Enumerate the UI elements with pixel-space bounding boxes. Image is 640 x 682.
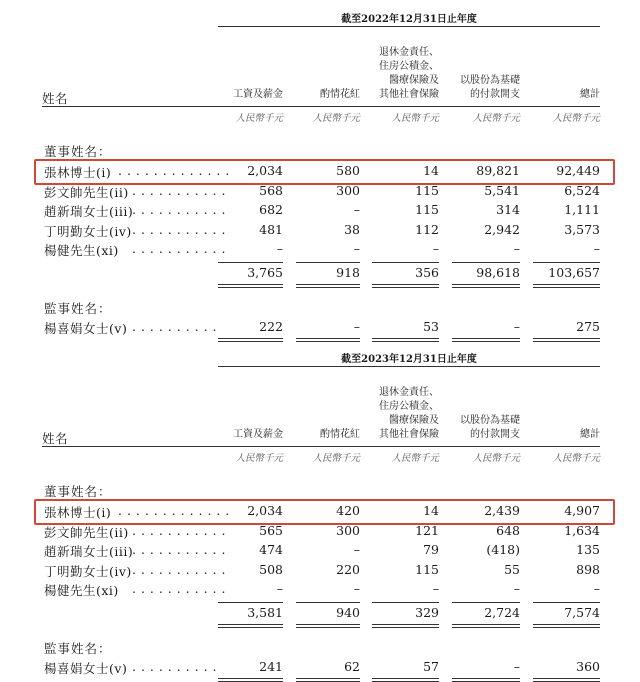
value-cell: 121 — [415, 522, 439, 538]
section-label-supervisors: 監事姓名： — [44, 641, 112, 656]
total-double-rule — [218, 341, 283, 342]
value-cell: 2,034 — [247, 503, 283, 518]
total-double-rule — [533, 341, 600, 342]
value-cell: 14 — [423, 163, 439, 178]
value-cell: 360 — [576, 659, 600, 674]
value-cell: 648 — [496, 522, 520, 538]
column-header-line: 醫療保險及 — [389, 75, 439, 86]
supervisor-name: 楊喜娟女士(v) — [44, 321, 128, 336]
value-cell: – — [513, 319, 520, 334]
unit-label: 人民幣千元 — [552, 113, 600, 124]
total-double-rule — [452, 341, 520, 342]
column-header-line: 退休金責任、 — [379, 387, 439, 398]
subtotal-double-rule — [533, 287, 600, 288]
value-cell: 1,111 — [564, 202, 600, 217]
column-header-line: 以股份為基礎 — [460, 75, 520, 86]
value-cell: – — [593, 241, 600, 256]
unit-label: 人民幣千元 — [391, 453, 439, 464]
subtotal-rule — [452, 262, 520, 263]
header-rule — [42, 446, 600, 447]
subtotal-double-rule — [533, 284, 600, 285]
value-cell: – — [276, 241, 283, 256]
leader-dots: . . . . . . . . . . . — [132, 221, 226, 237]
column-header-line: 住房公積金、 — [379, 401, 439, 412]
value-cell: 568 — [259, 182, 283, 198]
subtotal-cell: 103,657 — [548, 265, 600, 280]
total-double-rule — [296, 678, 360, 679]
director-name: 趙新瑞女士(iii) — [44, 204, 134, 219]
total-double-rule — [533, 338, 600, 339]
unit-label: 人民幣千元 — [552, 453, 600, 464]
highlight-box — [34, 159, 615, 185]
value-cell: 565 — [259, 522, 283, 538]
subtotal-cell: 2,724 — [484, 605, 520, 620]
value-cell: 3,573 — [564, 221, 600, 237]
director-name: 彭文帥先生(ii) — [44, 524, 129, 540]
value-cell: 314 — [496, 202, 520, 217]
subtotal-cell: 7,574 — [564, 605, 600, 620]
value-cell: 55 — [504, 561, 520, 577]
value-cell: 222 — [259, 319, 283, 334]
subtotal-cell: 3,765 — [247, 265, 283, 280]
subtotal-cell: 940 — [336, 605, 360, 620]
value-cell: – — [353, 202, 360, 217]
subtotal-rule — [218, 602, 283, 603]
subtotal-cell: 98,618 — [476, 265, 520, 280]
column-header-line: 退休金責任、 — [379, 47, 439, 58]
value-cell: 4,907 — [564, 503, 600, 518]
value-cell: 5,541 — [484, 182, 520, 198]
value-cell: 508 — [259, 561, 283, 577]
subtotal-double-rule — [218, 624, 283, 625]
value-cell: 38 — [344, 221, 360, 237]
value-cell: – — [353, 241, 360, 256]
subtotal-rule — [372, 262, 439, 263]
subtotal-cell: 3,581 — [247, 605, 283, 620]
value-cell: 57 — [423, 659, 439, 674]
subtotal-double-rule — [296, 627, 360, 628]
total-double-rule — [218, 338, 283, 339]
total-double-rule — [452, 678, 520, 679]
value-cell: – — [513, 581, 520, 596]
column-header-line: 以股份為基礎 — [460, 415, 520, 426]
total-double-rule — [218, 678, 283, 679]
value-cell: 682 — [259, 202, 283, 217]
value-cell: 79 — [423, 542, 439, 557]
column-header-line: 酌情花紅 — [320, 429, 360, 440]
value-cell: 275 — [576, 319, 600, 334]
subtotal-double-rule — [296, 284, 360, 285]
director-name: 丁明勤女士(iv) — [44, 563, 132, 579]
unit-label: 人民幣千元 — [312, 453, 360, 464]
total-double-rule — [296, 338, 360, 339]
subtotal-cell: 356 — [415, 265, 439, 280]
column-header-line: 總計 — [580, 89, 600, 100]
value-cell: 115 — [415, 182, 439, 198]
section-label-directors: 董事姓名： — [44, 484, 112, 499]
value-cell: 1,634 — [564, 522, 600, 538]
subtotal-double-rule — [296, 287, 360, 288]
unit-label: 人民幣千元 — [472, 113, 520, 124]
column-header-line: 其他社會保險 — [379, 89, 439, 100]
value-cell: – — [353, 542, 360, 557]
unit-label: 人民幣千元 — [235, 113, 283, 124]
unit-label: 人民幣千元 — [472, 453, 520, 464]
subtotal-rule — [296, 262, 360, 263]
director-name: 張林博士(i) — [44, 505, 112, 520]
subtotal-rule — [296, 602, 360, 603]
period-header: 截至2023年12月31日止年度 — [341, 354, 477, 365]
subtotal-double-rule — [372, 284, 439, 285]
total-double-rule — [296, 341, 360, 342]
value-cell: – — [432, 241, 439, 256]
value-cell: 220 — [336, 561, 360, 577]
value-cell: 300 — [336, 182, 360, 198]
total-double-rule — [372, 338, 439, 339]
subtotal-double-rule — [218, 627, 283, 628]
leader-dots: . . . . . . . . . . . — [132, 542, 226, 557]
column-header-line: 住房公積金、 — [379, 61, 439, 72]
subtotal-rule — [372, 602, 439, 603]
leader-dots: . . . . . . . . . . . — [132, 241, 226, 256]
leader-dots: . . . . . . . . . . . . . — [118, 163, 230, 178]
value-cell: – — [353, 319, 360, 334]
value-cell: 53 — [423, 319, 439, 334]
unit-label: 人民幣千元 — [235, 453, 283, 464]
section-label-supervisors: 監事姓名： — [44, 301, 112, 316]
unit-label: 人民幣千元 — [312, 113, 360, 124]
header-rule — [42, 106, 600, 107]
total-double-rule — [372, 341, 439, 342]
value-cell: 241 — [259, 659, 283, 674]
value-cell: 898 — [576, 561, 600, 577]
leader-dots: . . . . . . . . . . . — [132, 581, 226, 596]
leader-dots: . . . . . . . . . . — [132, 319, 217, 334]
leader-dots: . . . . . . . . . . . . . — [118, 503, 230, 518]
subtotal-rule — [452, 602, 520, 603]
value-cell: 115 — [415, 202, 439, 217]
value-cell: 92,449 — [556, 163, 600, 178]
subtotal-double-rule — [296, 624, 360, 625]
subtotal-double-rule — [533, 627, 600, 628]
value-cell: 2,942 — [484, 221, 520, 237]
leader-dots: . . . . . . . . . . — [132, 659, 217, 674]
leader-dots: . . . . . . . . . . . — [132, 561, 226, 577]
value-cell: – — [276, 581, 283, 596]
unit-label: 人民幣千元 — [391, 113, 439, 124]
subtotal-rule — [218, 262, 283, 263]
director-name: 趙新瑞女士(iii) — [44, 544, 134, 559]
leader-dots: . . . . . . . . . . . — [132, 522, 226, 538]
period-underline — [218, 366, 600, 367]
leader-dots: . . . . . . . . . . . — [132, 202, 226, 217]
total-double-rule — [452, 338, 520, 339]
value-cell: 89,821 — [476, 163, 520, 178]
value-cell: 2,439 — [484, 503, 520, 518]
director-name: 楊健先生(xi) — [44, 243, 119, 258]
value-cell: 2,034 — [247, 163, 283, 178]
value-cell: 481 — [259, 221, 283, 237]
value-cell: 112 — [415, 221, 439, 237]
value-cell: – — [353, 581, 360, 596]
value-cell: 420 — [336, 503, 360, 518]
column-header-line: 的付款開支 — [470, 89, 520, 100]
column-header-line: 工資及薪金 — [233, 89, 283, 100]
subtotal-double-rule — [533, 624, 600, 625]
value-cell: – — [593, 581, 600, 596]
name-column-header: 姓名 — [42, 91, 69, 106]
value-cell: – — [432, 581, 439, 596]
period-header: 截至2022年12月31日止年度 — [341, 14, 477, 25]
subtotal-double-rule — [452, 284, 520, 285]
period-underline — [218, 26, 600, 27]
subtotal-double-rule — [218, 284, 283, 285]
director-name: 張林博士(i) — [44, 165, 112, 180]
value-cell: 300 — [336, 522, 360, 538]
value-cell: 6,524 — [564, 182, 600, 198]
subtotal-double-rule — [452, 624, 520, 625]
subtotal-double-rule — [452, 287, 520, 288]
value-cell: 580 — [336, 163, 360, 178]
value-cell: (418) — [486, 542, 520, 557]
value-cell: 115 — [415, 561, 439, 577]
value-cell: 135 — [576, 542, 600, 557]
value-cell: 62 — [344, 659, 360, 674]
leader-dots: . . . . . . . . . . . — [132, 182, 226, 198]
column-header-line: 總計 — [580, 429, 600, 440]
subtotal-cell: 918 — [336, 265, 360, 280]
column-header-line: 酌情花紅 — [320, 89, 360, 100]
value-cell: – — [513, 659, 520, 674]
column-header-line: 工資及薪金 — [233, 429, 283, 440]
section-label-directors: 董事姓名： — [44, 144, 112, 159]
director-name: 丁明勤女士(iv) — [44, 223, 132, 239]
subtotal-rule — [533, 262, 600, 263]
subtotal-double-rule — [372, 624, 439, 625]
total-double-rule — [533, 678, 600, 679]
subtotal-double-rule — [218, 287, 283, 288]
column-header-line: 的付款開支 — [470, 429, 520, 440]
subtotal-double-rule — [452, 627, 520, 628]
value-cell: – — [513, 241, 520, 256]
name-column-header: 姓名 — [42, 431, 69, 446]
value-cell: 14 — [423, 503, 439, 518]
subtotal-rule — [533, 602, 600, 603]
highlight-box — [34, 499, 615, 525]
column-header-line: 其他社會保險 — [379, 429, 439, 440]
director-name: 楊健先生(xi) — [44, 583, 119, 598]
subtotal-cell: 329 — [415, 605, 439, 620]
supervisor-name: 楊喜娟女士(v) — [44, 661, 128, 676]
value-cell: 474 — [259, 542, 283, 557]
total-double-rule — [372, 678, 439, 679]
subtotal-double-rule — [372, 287, 439, 288]
column-header-line: 醫療保險及 — [389, 415, 439, 426]
director-name: 彭文帥先生(ii) — [44, 184, 129, 200]
subtotal-double-rule — [372, 627, 439, 628]
